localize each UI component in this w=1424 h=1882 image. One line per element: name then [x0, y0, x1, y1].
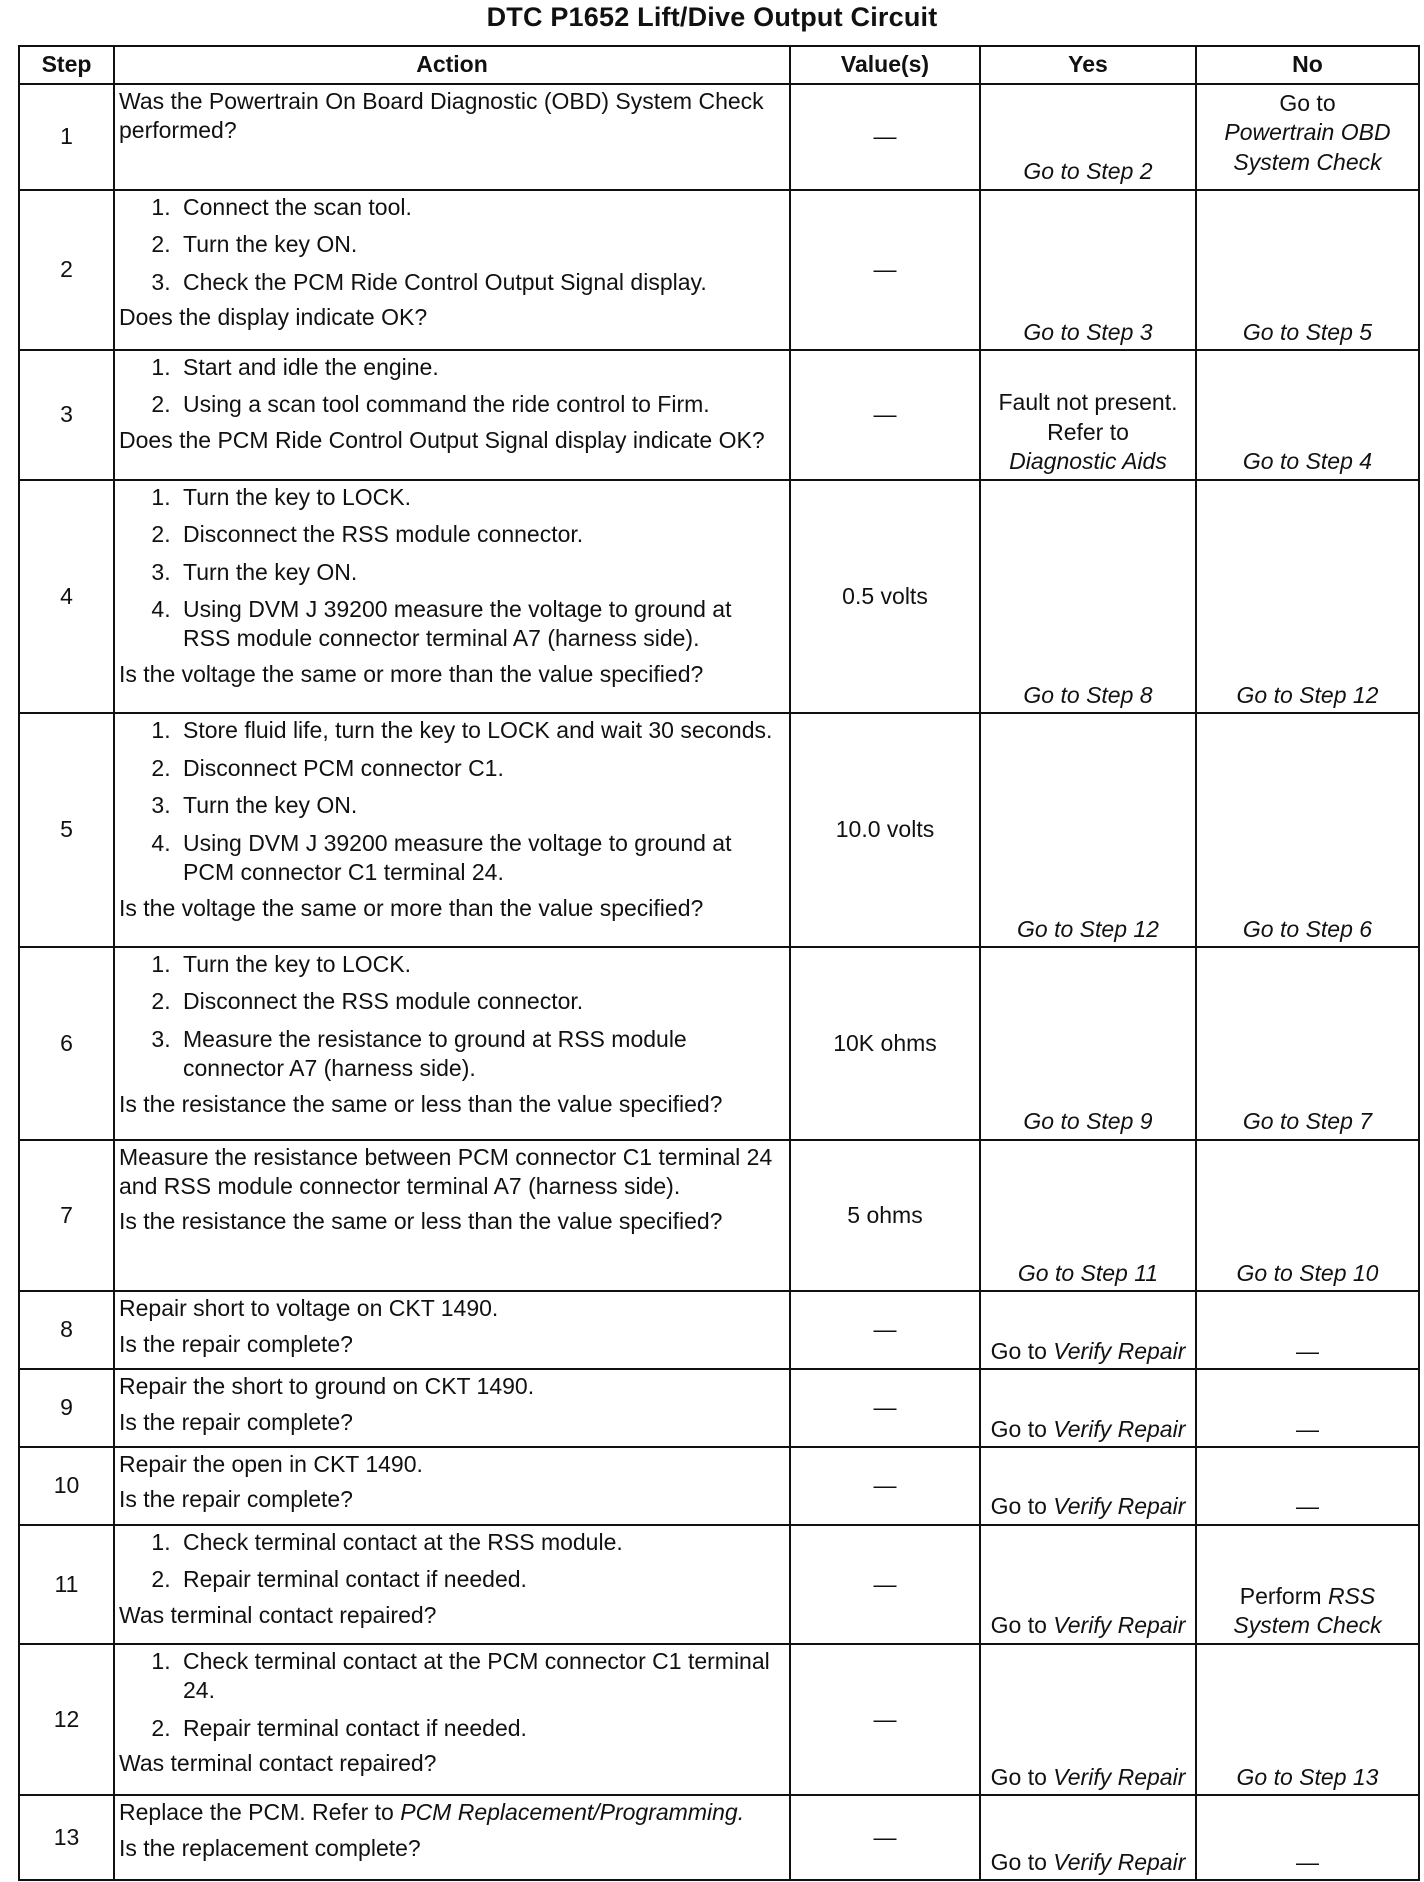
value-cell: —	[790, 84, 980, 190]
table-row	[19, 947, 1419, 1140]
yes-cell	[980, 1140, 1196, 1292]
yes-cell	[980, 713, 1196, 947]
yes-cell	[980, 1369, 1196, 1447]
value-cell: 5 ohms	[790, 1140, 980, 1292]
table-row	[19, 1525, 1419, 1644]
action-question: Was terminal contact repaired?	[119, 1750, 437, 1777]
no-cell	[1196, 1525, 1419, 1644]
step-number: 11	[19, 1525, 114, 1644]
diagnostic-table	[18, 45, 1420, 1881]
header-action: Action	[114, 46, 790, 84]
no-cell: —	[1196, 1447, 1419, 1525]
list-item: 2. Repair terminal contact if needed.	[177, 1565, 785, 1594]
yes-link-text: Verify Repair	[1053, 1848, 1186, 1875]
yes-cell	[980, 190, 1196, 350]
yes-link-text: Verify Repair	[1053, 1763, 1186, 1790]
action-question: Is the resistance the same or less than the value specified?	[119, 1208, 723, 1235]
step-number: 6	[19, 947, 114, 1140]
table-row	[19, 480, 1419, 714]
list-item: 1. Check terminal contact at the PCM connector C1 terminal 24.	[177, 1647, 785, 1706]
yes-link-text: Verify Repair	[1053, 1612, 1186, 1639]
value-cell: 10K ohms	[790, 947, 980, 1140]
no-cell	[1196, 1140, 1419, 1292]
step-number: 9	[19, 1369, 114, 1447]
yes-link-text: Verify Repair	[1053, 1493, 1186, 1520]
value-cell: —	[790, 1525, 980, 1644]
header-step: Step	[19, 46, 114, 84]
no-prefix: Perform	[1239, 1583, 1322, 1610]
action-text: Repair short to voltage on CKT 1490.	[119, 1295, 499, 1322]
table-row	[19, 1369, 1419, 1447]
action-list	[119, 483, 785, 654]
action-reference: PCM Replacement/Programming.	[400, 1799, 745, 1826]
yes-text: Go to Step 3	[1023, 318, 1153, 345]
list-item: 1. Start and idle the engine.	[177, 353, 785, 382]
table-row	[19, 1644, 1419, 1795]
action-question: Is the repair complete?	[119, 1486, 353, 1513]
step-number: 4	[19, 480, 114, 714]
action-question: Does the display indicate OK?	[119, 304, 428, 331]
no-cell	[1196, 480, 1419, 714]
yes-text: Go to Step 11	[1017, 1259, 1159, 1286]
table-row	[19, 190, 1419, 350]
no-text: Go to Step 6	[1242, 915, 1373, 942]
step-number: 7	[19, 1140, 114, 1292]
table-row	[19, 1795, 1419, 1880]
no-text: Go to Step 5	[1242, 318, 1373, 345]
no-cell: —	[1196, 1369, 1419, 1447]
step-number: 8	[19, 1291, 114, 1369]
step-number: 10	[19, 1447, 114, 1525]
table-row	[19, 84, 1419, 190]
yes-cell	[980, 1447, 1196, 1525]
no-cell	[1196, 1644, 1419, 1795]
yes-prefix: Go to	[990, 1493, 1047, 1520]
yes-cell	[980, 84, 1196, 190]
no-cell	[1196, 947, 1419, 1140]
table-row	[19, 1447, 1419, 1525]
action-text	[119, 1798, 785, 1827]
action-text: Repair the short to ground on CKT 1490.	[119, 1373, 535, 1400]
action-list	[119, 1647, 785, 1743]
action-cell	[114, 480, 790, 714]
yes-prefix: Fault not present. Refer to	[998, 389, 1178, 445]
no-cell	[1196, 190, 1419, 350]
action-cell	[114, 84, 790, 190]
action-list	[119, 353, 785, 420]
yes-text: Go to Step 12	[1017, 915, 1159, 942]
list-item: 1. Store fluid life, turn the key to LOCK and wait 30 seconds.	[177, 716, 785, 745]
action-question: Is the voltage the same or more than the value specified?	[119, 894, 704, 921]
yes-prefix: Go to	[990, 1415, 1047, 1442]
list-item: 3. Turn the key ON.	[177, 558, 785, 587]
list-item: 2. Turn the key ON.	[177, 230, 785, 259]
action-question: Is the voltage the same or more than the value specified?	[119, 660, 704, 687]
action-list	[119, 193, 785, 297]
no-cell	[1196, 713, 1419, 947]
action-question: Does the PCM Ride Control Output Signal display indicate OK?	[119, 426, 765, 453]
list-item: 3. Measure the resistance to ground at RSS module connector A7 (harness side).	[177, 1025, 785, 1084]
yes-prefix: Go to	[990, 1848, 1047, 1875]
yes-link-text: Verify Repair	[1053, 1415, 1186, 1442]
action-cell	[114, 1795, 790, 1880]
yes-cell	[980, 1291, 1196, 1369]
list-item: 1. Turn the key to LOCK.	[177, 950, 785, 979]
action-list	[119, 950, 785, 1084]
action-cell	[114, 947, 790, 1140]
list-item: 2. Disconnect the RSS module connector.	[177, 520, 785, 549]
action-cell	[114, 1447, 790, 1525]
table-row	[19, 1140, 1419, 1292]
action-cell	[114, 1291, 790, 1369]
step-number: 12	[19, 1644, 114, 1795]
step-number: 13	[19, 1795, 114, 1880]
value-cell: 0.5 volts	[790, 480, 980, 714]
value-cell: —	[790, 1447, 980, 1525]
no-cell	[1196, 350, 1419, 480]
value-cell: —	[790, 1644, 980, 1795]
value-cell: —	[790, 1291, 980, 1369]
action-cell	[114, 190, 790, 350]
yes-prefix: Go to	[990, 1337, 1047, 1364]
list-item: 1. Turn the key to LOCK.	[177, 483, 785, 512]
header-no: No	[1196, 46, 1419, 84]
no-cell: —	[1196, 1291, 1419, 1369]
step-number: 5	[19, 713, 114, 947]
no-text: Go to Step 12	[1236, 681, 1379, 708]
no-text: Go to Step 13	[1236, 1763, 1379, 1790]
list-item: 2. Disconnect PCM connector C1.	[177, 754, 785, 783]
list-item: 1. Check terminal contact at the RSS module.	[177, 1528, 785, 1557]
table-row	[19, 1291, 1419, 1369]
value-cell: —	[790, 1369, 980, 1447]
yes-link-text: Diagnostic Aids	[1009, 448, 1167, 475]
action-question: Was terminal contact repaired?	[119, 1601, 437, 1628]
action-text: Measure the resistance between PCM connector C1 terminal 24 and RSS module connector terminal A7 (harness side).	[119, 1143, 773, 1199]
yes-prefix: Go to	[990, 1612, 1047, 1639]
yes-link-text: Verify Repair	[1053, 1337, 1186, 1364]
list-item: 1. Connect the scan tool.	[177, 193, 785, 222]
action-cell	[114, 1644, 790, 1795]
list-item: 4. Using DVM J 39200 measure the voltage to ground at PCM connector C1 terminal 24.	[177, 829, 785, 888]
yes-cell	[980, 1795, 1196, 1880]
no-cell	[1196, 84, 1419, 190]
action-question: Is the resistance the same or less than the value specified?	[119, 1090, 723, 1117]
yes-cell	[980, 1525, 1196, 1644]
step-number: 3	[19, 350, 114, 480]
action-question: Is the replacement complete?	[119, 1834, 421, 1861]
action-list	[119, 716, 785, 887]
header-row	[19, 46, 1419, 84]
table-row	[19, 350, 1419, 480]
action-list	[119, 1528, 785, 1595]
step-number: 2	[19, 190, 114, 350]
action-text: Repair the open in CKT 1490.	[119, 1451, 423, 1477]
no-text: Go to Step 7	[1242, 1108, 1373, 1135]
value-cell: —	[790, 190, 980, 350]
action-cell	[114, 350, 790, 480]
action-cell	[114, 713, 790, 947]
list-item: 2. Disconnect the RSS module connector.	[177, 987, 785, 1016]
action-question: Is the repair complete?	[119, 1330, 353, 1357]
yes-cell	[980, 1644, 1196, 1795]
value-cell: 10.0 volts	[790, 713, 980, 947]
no-text: Go to Step 4	[1242, 448, 1373, 475]
page-title: DTC P1652 Lift/Dive Output Circuit	[486, 2, 938, 32]
no-link-text: Powertrain OBD System Check	[1224, 119, 1391, 175]
action-text: Was the Powertrain On Board Diagnostic (OBD) System Check performed?	[119, 88, 764, 144]
yes-prefix: Go to	[990, 1763, 1047, 1790]
action-question: Is the repair complete?	[119, 1408, 353, 1435]
list-item: 4. Using DVM J 39200 measure the voltage to ground at RSS module connector terminal A7 (harness side).	[177, 595, 785, 654]
step-number: 1	[19, 84, 114, 190]
list-item: 2. Using a scan tool command the ride control to Firm.	[177, 390, 785, 419]
no-link-text: RSS System Check	[1233, 1583, 1382, 1639]
action-cell	[114, 1525, 790, 1644]
list-item: 2. Repair terminal contact if needed.	[177, 1714, 785, 1743]
value-cell: —	[790, 350, 980, 480]
header-yes: Yes	[980, 46, 1196, 84]
no-text: Go to Step 10	[1236, 1259, 1379, 1286]
no-cell: —	[1196, 1795, 1419, 1880]
list-item: 3. Turn the key ON.	[177, 791, 785, 820]
value-cell: —	[790, 1795, 980, 1880]
no-prefix: Go to	[1279, 90, 1336, 116]
action-cell	[114, 1140, 790, 1292]
yes-text: Go to Step 8	[1023, 681, 1153, 708]
header-values: Value(s)	[790, 46, 980, 84]
action-text-prefix: Replace the PCM. Refer to	[119, 1799, 394, 1826]
yes-text: Go to Step 2	[1023, 158, 1153, 185]
yes-cell	[980, 480, 1196, 714]
list-item: 3. Check the PCM Ride Control Output Signal display.	[177, 268, 785, 297]
yes-text: Go to Step 9	[1023, 1108, 1153, 1135]
table-row	[19, 713, 1419, 947]
yes-cell	[980, 947, 1196, 1140]
yes-cell	[980, 350, 1196, 480]
action-cell	[114, 1369, 790, 1447]
